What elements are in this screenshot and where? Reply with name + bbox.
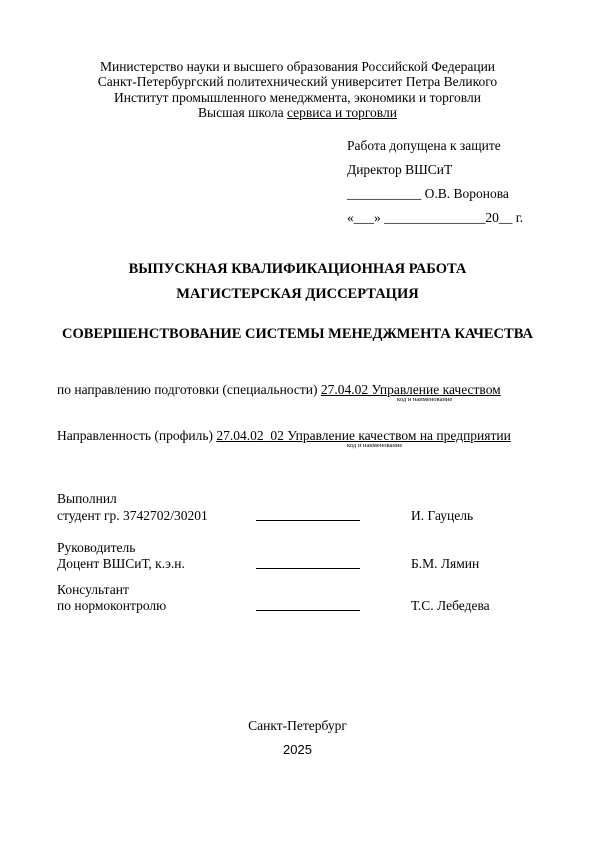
director-name: О.В. Воронова	[421, 186, 509, 201]
consultant-role-line1: Консультант	[57, 582, 129, 597]
student-name: И. Гауцель	[411, 508, 474, 523]
approval-line: Работа допущена к защите	[347, 138, 501, 153]
direction-prefix: по направлению подготовки (специальности)	[57, 382, 321, 397]
profile-line	[57, 428, 511, 444]
work-type-title: ВЫПУСКНАЯ КВАЛИФИКАЦИОННАЯ РАБОТА	[128, 261, 467, 277]
institute-line: Институт промышленного менеджмента, экономики и торговли	[114, 90, 481, 105]
ministry-line: Министерство науки и высшего образования Российской Федерации	[99, 59, 496, 74]
university-line: Санкт-Петербургский политехнический университет Петра Великого	[97, 74, 498, 89]
director-signature-line	[347, 186, 509, 202]
profile-prefix: Направленность (профиль)	[57, 428, 217, 443]
approval-date-line: «___» _______________20__ г.	[347, 210, 524, 225]
supervisor-role-line1: Руководитель	[57, 540, 136, 555]
year: 2025	[283, 742, 312, 757]
consultant-name: Т.С. Лебедева	[411, 598, 490, 613]
profile-note: код и наименование	[347, 442, 403, 449]
work-subtype-title: МАГИСТЕРСКАЯ ДИССЕРТАЦИЯ	[176, 286, 419, 302]
profile-value: 27.04.02_02 Управление качеством на предприятии	[216, 428, 511, 443]
supervisor-role-line2: Доцент ВШСиТ, к.э.н.	[57, 556, 185, 571]
school-name: сервиса и торговли	[287, 105, 397, 120]
student-role-line2: студент гр. 3742702/30201	[57, 508, 208, 523]
school-line	[0, 105, 595, 120]
student-signature-line	[256, 507, 360, 521]
supervisor-name: Б.М. Лямин	[411, 556, 480, 571]
director-signature-blank: ___________	[347, 186, 422, 201]
consultant-role-line2: по нормоконтролю	[57, 598, 167, 613]
student-role-line1: Выполнил	[57, 491, 117, 506]
director-line: Директор ВШСиТ	[347, 162, 453, 177]
consultant-signature-line	[256, 597, 360, 611]
school-prefix: Высшая школа	[198, 105, 288, 120]
direction-value: 27.04.02 Управление качеством	[320, 382, 501, 397]
supervisor-signature-line	[256, 555, 360, 569]
city: Санкт-Петербург	[248, 718, 347, 733]
thesis-topic-title: СОВЕРШЕНСТВОВАНИЕ СИСТЕМЫ МЕНЕДЖМЕНТА КАЧЕСТВА	[62, 326, 533, 342]
direction-note: код и наименование	[397, 396, 453, 403]
